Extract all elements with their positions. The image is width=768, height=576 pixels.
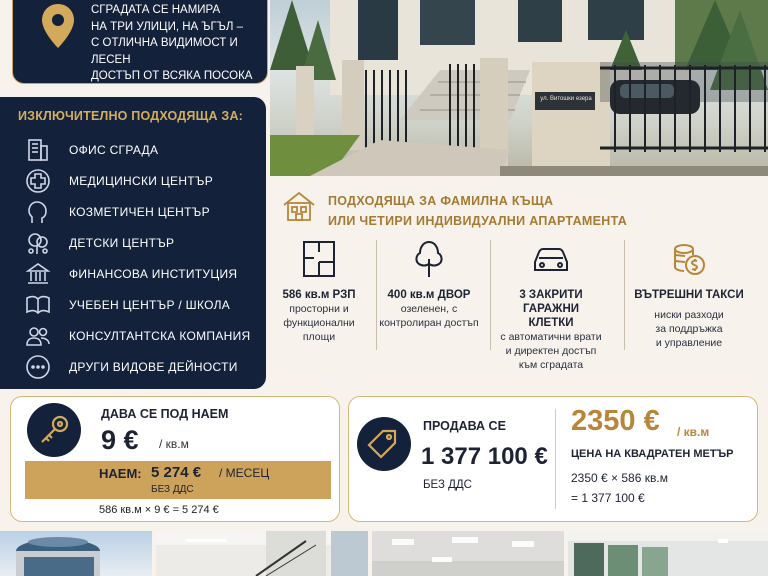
sale-price: 1 377 100 €	[421, 443, 548, 470]
suitable-item-label: ОФИС СГРАДА	[69, 143, 159, 157]
feature-sub: за поддръжка	[655, 323, 723, 335]
building-photo	[270, 0, 768, 176]
feature-sub: озеленен, с	[400, 303, 458, 315]
rent-price: 9 €	[101, 425, 139, 455]
feature-sub: и управление	[655, 337, 723, 349]
feature-sub: с автоматични врати	[500, 331, 602, 343]
rent-formula: 586 кв.м × 9 € = 5 274 €	[99, 504, 219, 516]
feature-sub: просторни и	[289, 303, 349, 315]
suitable-item-consulting	[24, 323, 260, 349]
thumbnail-interior-stairs	[156, 531, 368, 576]
rent-unit: / кв.м	[159, 437, 189, 451]
sale-label: ПРОДАВА СЕ	[423, 419, 506, 433]
sqm-formula-result: = 1 377 100 €	[571, 491, 645, 505]
feature-sub: площи	[302, 331, 336, 343]
suitable-item-label: ФИНАНСОВА ИНСТИТУЦИЯ	[69, 267, 238, 281]
feature-head: ВЪТРЕШНИ ТАКСИ	[634, 289, 744, 301]
suitable-item-cosmetic	[24, 199, 260, 225]
sale-divider	[555, 409, 556, 509]
thumbnail-interior-windows	[568, 531, 768, 576]
office-building-icon	[24, 136, 52, 164]
suitable-item-label: МЕДИЦИНСКИ ЦЕНТЪР	[69, 174, 214, 188]
sqm-formula: 2350 € × 586 кв.м	[571, 471, 668, 485]
child-tree-icon	[24, 229, 52, 257]
sqm-price: 2350 €	[571, 405, 660, 437]
suitable-item-finance	[24, 261, 260, 287]
house-icon	[282, 190, 316, 222]
face-profile-icon	[24, 198, 52, 226]
suitable-item-kids	[24, 230, 260, 256]
location-line: С ОТЛИЧНА ВИДИМОСТ И ЛЕСЕН	[91, 37, 238, 66]
location-pin-icon	[39, 2, 77, 50]
car-icon	[532, 244, 570, 274]
location-text	[91, 2, 267, 85]
floor-plan-icon	[302, 240, 336, 278]
suitable-item-label: КОНСУЛТАНТСКА КОМПАНИЯ	[69, 329, 251, 343]
more-dots-icon	[24, 353, 52, 381]
suitable-item-medical	[24, 168, 260, 194]
building-illustration	[270, 0, 768, 176]
suitable-item-other	[24, 354, 260, 380]
coins-icon	[671, 241, 707, 277]
book-icon	[24, 291, 52, 319]
location-line: ДОСТЪП ОТ ВСЯКА ПОСОКА	[91, 70, 253, 82]
suitable-item-office	[24, 137, 260, 163]
street-sign: ул. Витошки езера	[540, 96, 592, 102]
location-card	[12, 0, 268, 84]
features-title-line: ПОДХОДЯЩА ЗА ФАМИЛНА КЪЩА	[328, 194, 554, 208]
feature-head: 400 кв.м ДВОР	[387, 289, 471, 301]
location-line: НА ТРИ УЛИЦИ, НА ЪГЪЛ –	[91, 20, 243, 33]
sqm-unit: / кв.м	[677, 425, 710, 439]
feature-sub: към сградата	[518, 359, 584, 371]
price-tag-icon	[357, 417, 411, 471]
features-title-line: ИЛИ ЧЕТИРИ ИНДИВИДУАЛНИ АПАРТАМЕНТА	[328, 214, 628, 228]
suitable-item-label: ДРУГИ ВИДОВЕ ДЕЙНОСТИ	[69, 360, 238, 374]
suitable-item-label: КОЗМЕТИЧЕН ЦЕНТЪР	[69, 205, 210, 219]
sale-vat: БЕЗ ДДС	[423, 479, 472, 491]
people-icon	[24, 322, 52, 350]
feature-sub: контролиран достъп	[379, 317, 479, 329]
thumbnail-interior-ceiling	[372, 531, 564, 576]
rent-bar-value: 5 274 €	[151, 464, 202, 481]
key-icon	[27, 403, 81, 457]
suitable-for-panel	[0, 97, 266, 389]
suitable-item-label: ДЕТСКИ ЦЕНТЪР	[69, 236, 175, 250]
feature-yard	[362, 238, 496, 358]
location-line: СГРАДАТА СЕ НАМИРА	[91, 4, 221, 16]
rent-card	[10, 396, 340, 522]
features-title	[328, 191, 627, 231]
rent-bar-vat: БЕЗ ДДС	[151, 484, 194, 495]
feature-sub: функционални	[283, 317, 355, 329]
rent-label: ДАВА СЕ ПОД НАЕМ	[101, 407, 229, 421]
thumbnail-exterior	[0, 531, 152, 576]
feature-head: 3 ЗАКРИТИ ГАРАЖНИ КЛЕТКИ	[519, 289, 583, 329]
feature-sub: ниски разходи	[654, 309, 724, 321]
sqm-label: ЦЕНА НА КВАДРАТЕН МЕТЪР	[571, 448, 734, 460]
sale-card	[348, 396, 758, 522]
tree-icon	[412, 239, 446, 279]
rent-total-bar	[25, 461, 331, 499]
rent-bar-label: НАЕМ:	[99, 466, 142, 481]
bank-icon	[24, 260, 52, 288]
rent-bar-unit: / МЕСЕЦ	[219, 466, 270, 480]
feature-head: 586 кв.м РЗП	[282, 289, 356, 301]
feature-fees	[622, 238, 756, 358]
suitable-for-title: ИЗКЛЮЧИТЕЛНО ПОДХОДЯЩА ЗА:	[18, 109, 244, 123]
medical-cross-icon	[24, 167, 52, 195]
feature-sub: и директен достъп	[505, 345, 597, 357]
feature-garages	[484, 238, 618, 371]
suitable-item-education	[24, 292, 260, 318]
suitable-item-label: УЧЕБЕН ЦЕНТЪР / ШКОЛА	[69, 298, 231, 312]
